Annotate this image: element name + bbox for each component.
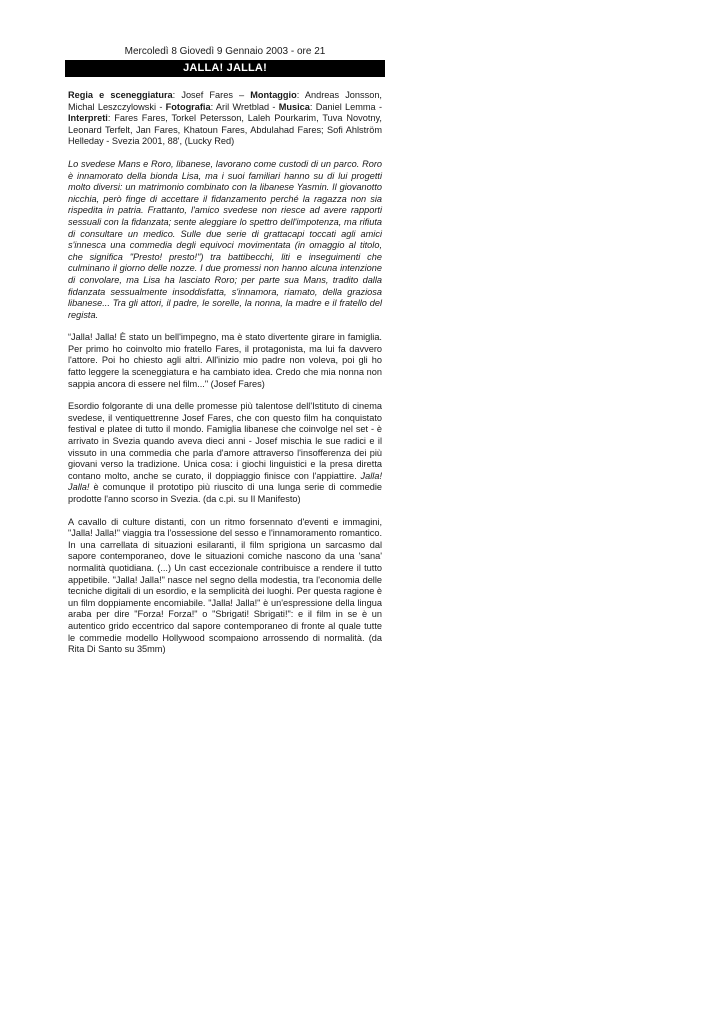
review-35mm-paragraph: A cavallo di culture distanti, con un ritmo forsennato d'eventi e immagini, "Jalla! Jalla!" viaggia tra l'ossessione del sesso e l'innamoramento romantico. In una carrellata di situazioni esilaranti, il film sprigiona un sarcasmo dal sapore contemporaneo, dove le situazioni comiche nascono da una 'sana' normalità quotidiana. (...) Un cast eccezionale contribuisce a rendere il tutto appetibile. "Jalla! Jalla!" nasce nel segno della modestia, tra l'economia delle tecniche digitali di un esordio, e la semplicità dei luoghi. Per questa ragione è un film doppiamente encomiabile. "Jalla! Jalla!" è un'espressione della lingua araba per dire "Forza! Forza!" o "Sbrigati! Sbrigati!": e il film in se è un autentico grido eccentrico dal sapore contemporaneo di fronte al quale tutte le commedie modello Hollywood scompaiono arrossendo di normalità. (da Rita Di Santo su 35mm) [68, 516, 382, 655]
review1-part1: Esordio folgorante di una delle promesse più talentose dell'Istituto di cinema svedese, il ventiquettrenne Josef Fares, che con questo film ha conquistato festival e platee di tutto il mondo. Famiglia libanese che coinvolge nel set - è arrivato in Svezia quando aveva dieci anni - Josef mischia le sue radici e il vissuto in una commedia che parla d'amore attraverso l'insofferenza dei più giovani verso la tradizione. Unica cosa: i giochi linguistici e la presa diretta contano molto, anche se curato, il doppiaggio finisce con l'appiattire. [68, 401, 382, 481]
director-quote-paragraph: “Jalla! Jalla! È stato un bell'impegno, ma è stato divertente girare in famiglia. Per primo ho coinvolto mio fratello Fares, il protagonista, ma lui fa davvero l'attore. Poi ho chiesto agli altri. All'inizio mio padre non voleva, poi gli ho fatto leggere la sceneggiatura e ha cambiato idea. Credo che mia nonna non sappia ancora di essere nel film..." (Josef Fares) [68, 332, 382, 389]
film-title: JALLA! JALLA! [65, 60, 385, 77]
date-line: Mercoledì 8 Giovedì 9 Gennaio 2003 - ore 21 [124, 46, 326, 57]
document-page [68, 46, 382, 667]
credits-paragraph [68, 90, 382, 148]
montaggio-label: Montaggio [250, 90, 297, 100]
fotografia-label: Fotografia [165, 101, 211, 112]
musica-value: : Daniel Lemma - [309, 101, 383, 112]
fotografia-value: : Aril Wretblad - [210, 101, 279, 112]
montaggio-value: : Andreas Jonsson, Michal Leszczylowski - [68, 90, 382, 112]
review1-part2: è comunque il prototipo più riuscito di una lunga serie di commedie prodotte l'anno scorso in Svezia. (da c.pi. su Il Manifesto) [68, 482, 382, 504]
regia-value: : Josef Fares – [172, 90, 251, 100]
interpreti-value: : Fares Fares, Torkel Petersson, Laleh Pourkarim, Tuva Novotny, Leonard Terfelt, Jan Fares, Khatoun Fares, Abdulahad Fares; Sofi Ahlström Helleday - Svezia 2001, 88', (Lucky Red) [68, 113, 382, 147]
synopsis-paragraph: Lo svedese Mans e Roro, libanese, lavorano come custodi di un parco. Roro è innamorato della bionda Lisa, ma i suoi familiari hanno su di lui progetti molto diversi: un matrimonio combinato con la libanese Yasmin. Il giovanotto nicchia, però finge di accettare il fidanzamento perché la ragazza non sia rispedita in patria. Frattanto, l'amico svedese non riesce ad avere rapporti sessuali con la fidanzata; sente aleggiare lo spettro dell'impotenza, ma rifiuta di consultare un medico. Sulle due serie di grattacapi toccati agli amici s'innesca una commedia degli equivoci movimentata (in omaggio al titolo, che significa "Presto! presto!") tra battibecchi, liti e inseguimenti che culminano il giorno delle nozze. I due promessi non hanno alcuna intenzione di convolare, ma Lisa ha lasciato Roro; per parte sua Mans, tradito dalla fidanzata sessualmente insoddisfatta, s'innamora, riamato, della graziosa libanese... Tra gli attori, il padre, le sorelle, la nonna, la madre e il fratello del regista. [68, 158, 382, 320]
review-manifesto-paragraph [68, 401, 382, 505]
interpreti-label: Interpreti [68, 113, 108, 124]
review1-film-title: Jalla! Jalla! [68, 470, 382, 493]
regia-label: Regia e sceneggiatura [68, 90, 173, 100]
musica-label: Musica [278, 101, 310, 112]
